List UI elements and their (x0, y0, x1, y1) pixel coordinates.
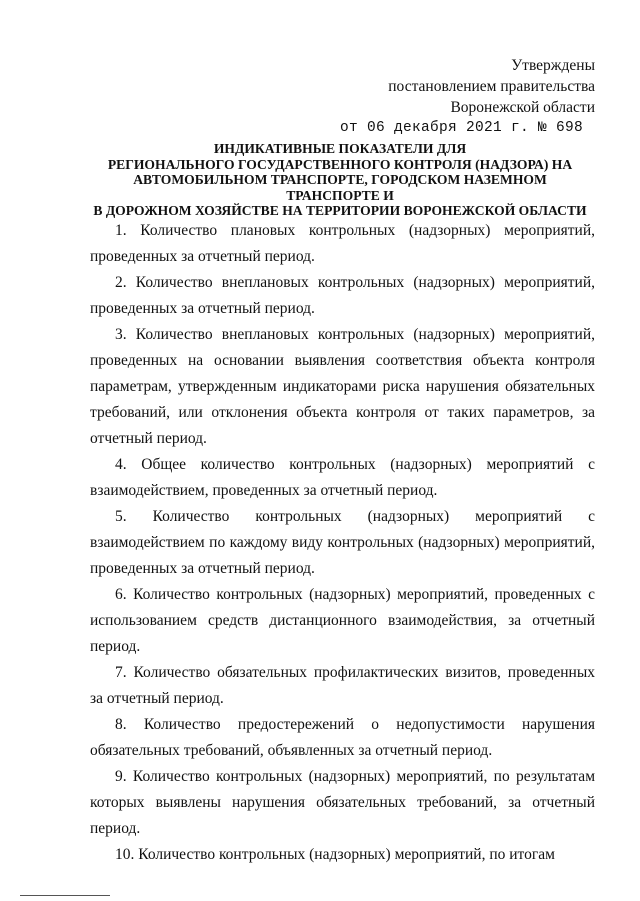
indicator-item-2: 2. Количество внеплановых контрольных (надзорных) мероприятий, проведенных за отчетный период. (90, 274, 595, 317)
indicator-item-5: 5. Количество контрольных (надзорных) мероприятий с взаимодействием по каждому виду контрольных (надзорных) мероприятий, проведенных за отчетный период. (90, 508, 595, 577)
indicator-item-6: 6. Количество контрольных (надзорных) мероприятий, проведенных с использованием средств дистанционного взаимодействия, за отчетный период. (90, 586, 595, 655)
footnote-divider (20, 895, 110, 896)
indicator-item-3: 3. Количество внеплановых контрольных (надзорных) мероприятий, проведенных на основании выявления соответствия объекта контроля параметрам, утвержденным индикаторами риска нарушения обязательных требований, или отклонения объекта контроля от таких параметров, за отчетный период. (90, 326, 595, 447)
indicator-item-8: 8. Количество предостережений о недопустимости нарушения обязательных требований, объявленных за отчетный период. (90, 716, 595, 759)
title-line-1: ИНДИКАТИВНЫЕ ПОКАЗАТЕЛИ ДЛЯ (213, 141, 467, 156)
approval-date-line: от 06 декабря 2021 г. № 698 (339, 120, 583, 136)
approval-line-1: Утверждены (511, 57, 595, 74)
indicator-item-10: 10. Количество контрольных (надзорных) мероприятий, по итогам (115, 846, 555, 863)
indicator-item-1: 1. Количество плановых контрольных (надзорных) мероприятий, проведенных за отчетный период. (90, 222, 595, 265)
indicator-item-4: 4. Общее количество контрольных (надзорных) мероприятий с взаимодействием, проведенных за отчетный период. (90, 456, 595, 499)
approval-block (340, 55, 595, 139)
title-line-2: РЕГИОНАЛЬНОГО ГОСУДАРСТВЕННОГО КОНТРОЛЯ (НАДЗОРА) НА (107, 156, 573, 172)
title-line-4: В ДОРОЖНОМ ХОЗЯЙСТВЕ НА ТЕРРИТОРИИ ВОРОНЕЖСКОЙ ОБЛАСТИ (93, 203, 587, 218)
approval-line-2: постановлением правительства (388, 78, 595, 95)
indicator-list (90, 218, 595, 868)
document-title (85, 141, 595, 219)
indicator-item-7: 7. Количество обязательных профилактических визитов, проведенных за отчетный период. (90, 664, 595, 707)
approval-line-3: Воронежской области (450, 99, 595, 116)
title-line-3: АВТОМОБИЛЬНОМ ТРАНСПОРТЕ, ГОРОДСКОМ НАЗЕМНОМ ТРАНСПОРТЕ И (133, 172, 547, 203)
indicator-item-9: 9. Количество контрольных (надзорных) мероприятий, по результатам которых выявлены нарушения обязательных требований, за отчетный период. (90, 768, 595, 837)
